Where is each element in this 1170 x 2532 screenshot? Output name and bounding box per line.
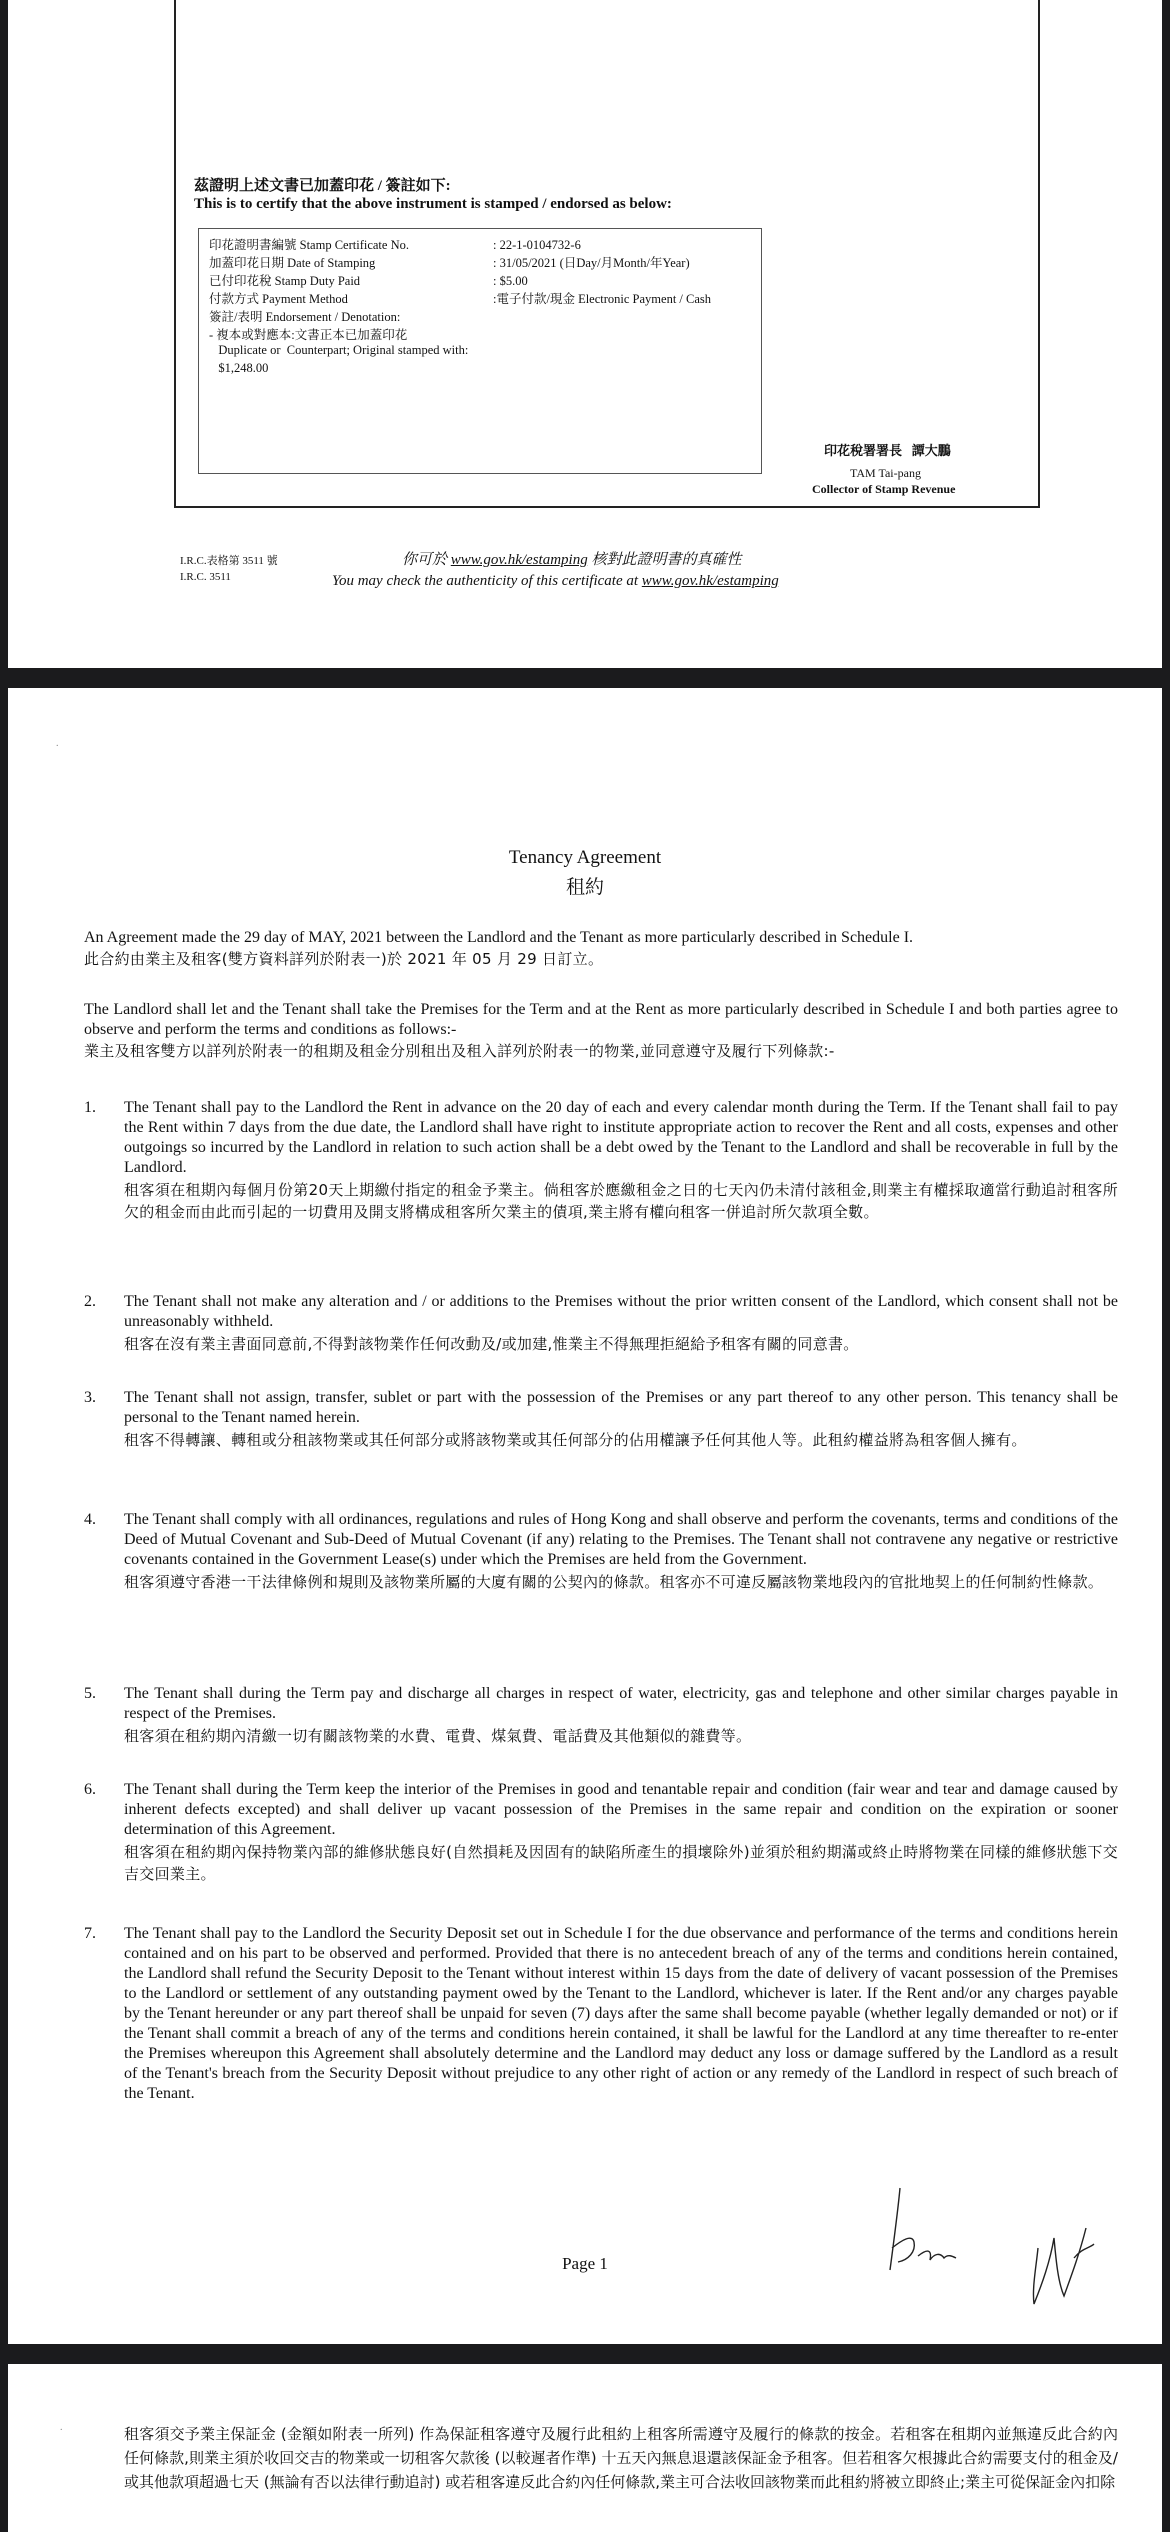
verify-notice-en: You may check the authenticity of this certificate at www.gov.hk/estamping: [332, 573, 779, 589]
intro-paragraph: An Agreement made the 29 day of MAY, 2021 between the Landlord and the Tenant as more particularly described in Schedule I. 此合約由業主及租客(雙方資料詳列於附表一)於 2021 年 05 月 29 日訂立。: [84, 929, 914, 968]
document-title-en: Tenancy Agreement: [508, 847, 662, 868]
document-title-zh: 租約: [565, 877, 604, 898]
endorsement-line: - 複本或對應本:文書正本已加蓋印花: [209, 328, 408, 342]
tenancy-agreement-page: [8, 688, 1162, 2344]
clause-7-zh: 租客須交予業主保証金 (金額如附表一所列) 作為保証租客遵守及履行此租約上租客所需遵守及履行的條款的按金。若租客在租期內並無違反此合約內任何條款,則業主須於收回交吉的物業或一切租客欠款後 (以較遲者作準) 十五天內無息退還該保証金予租客。但若租客欠根據此合約需要支付的租金及/或其他款項超過七天 (無論有否以法律行動追討) 或若租客違反此合約內任何條款,業主可合法收回該物業而此租約將被立即終止;業主可從保証金內扣除: [124, 2425, 1118, 2491]
clause-7: 7. The Tenant shall pay to the Landlord the Security Deposit set out in Schedule I for the due observance and performance of the terms and conditions herein contained and on his part to be observed and performed. Provided that there is no antecedent breach of any of the terms and conditions herein contained, the Landlord shall refund the Security Deposit to the Tenant without interest within 15 days from the date of delivery of vacant possession of the Premises to the Landlord or settlement of any outstanding payment owed by the Tenant to the Landlord, whichever is later. If the Rent and/or any charges payable by the Tenant hereunder or any part thereof shall be unpaid for seven (7) days after the same shall become payable (whether legally demanded or not) or if the Tenant shall commit a breach of any of the terms and conditions herein contained, it shall be lawful for the Landlord at any time thereafter to re-enter the Premises whereupon this Agreement shall absolutely determine and the Landlord may deduct any loss or damage suffered by the Landlord as a result of the Tenant's breach from the Security Deposit without prejudice to any other right of action or any remedy of the Landlord in respect of such breach of the Tenant.: [84, 1925, 1118, 2102]
clause-4: 4. The Tenant shall comply with all ordinances, regulations and rules of Hong Kong and shall observe and perform the covenants, terms and conditions of the Deed of Mutual Covenant and Sub-Deed of Mutual Covenant (if any) relating to the Premises. The Tenant shall not contravene any negative or restrictive covenants contained in the Government Lease(s) under which the Premises are held from the Government. 租客須遵守香港一干法律條例和規則及該物業所屬的大廈有關的公契內的條款。租客亦不可違反屬該物業地段內的官批地契上的任何制約性條款。: [84, 1511, 1118, 1591]
collector-name-en: TAM Tai-pang: [850, 466, 921, 480]
stamp-certificate-page: [8, 0, 1162, 668]
estamping-link[interactable]: www.gov.hk/estamping: [450, 552, 588, 568]
stamp-certificate-no-row: 印花證明書編號 Stamp Certificate No. : 22-1-0104732-6: [209, 238, 581, 252]
agreement-page-continued: [8, 2364, 1162, 2532]
clause-1: 1. The Tenant shall pay to the Landlord the Rent in advance on the 20 day of each and every calendar month during the Term. If the Tenant shall fail to pay the Rent within 7 days from the due date, the Landlord shall have right to institute appropriate action to recover the Rent and all costs, expenses and other outgoings so incurred by the Landlord in relation to such action shall be a debt owed by the Tenant to the Landlord and shall be recoverable in full by the Landlord. 租客須在租期內每個月份第20天上期繳付指定的租金予業主。倘租客於應繳租金之日的七天內仍未清付該租金,則業主有權採取適當行動追討租客所欠的租金而由此而引起的一切費用及開支將構成租客所欠業主的債項,業主將有權向租客一併追討所欠款項全數。: [84, 1099, 1118, 1221]
scan-speck: .: [56, 738, 59, 749]
payment-method-row: 付款方式 Payment Method :電子付款/現金 Electronic Payment / Cash: [209, 292, 712, 306]
endorsement-line: $1,248.00: [209, 361, 269, 375]
certificate-details-box: [198, 228, 762, 474]
landlord-signature: [878, 2170, 988, 2290]
form-number-en: I.R.C. 3511: [180, 571, 231, 583]
collector-name-zh: 印花稅署署長 譚大鵬: [824, 443, 951, 458]
tenant-signature: [1024, 2208, 1134, 2308]
clause-5: 5. The Tenant shall during the Term pay and discharge all charges in respect of water, electricity, gas and telephone and other similar charges payable in respect of the Premises. 租客須在租約期內清繳一切有關該物業的水費、電費、煤氣費、電話費及其他類似的雜費等。: [84, 1685, 1118, 1745]
clause-3: 3. The Tenant shall not assign, transfer, sublet or part with the possession of the Premises or any part thereof to any other person. This tenancy shall be personal to the Tenant named herein. 租客不得轉讓、轉租或分租該物業或其任何部分或將該物業或其任何部分的佔用權讓予任何其他人等。此租約權益將為租客個人擁有。: [84, 1389, 1118, 1449]
collector-title: Collector of Stamp Revenue: [812, 482, 956, 496]
endorsement-line: Duplicate or Counterpart; Original stamped with:: [209, 343, 469, 357]
form-number-zh: I.R.C.表格第 3511 號: [180, 555, 278, 567]
premise-paragraph: The Landlord shall let and the Tenant shall take the Premises for the Term and at the Rent as more particularly described in Schedule I and both parties agree to observe and perform the terms and conditions as follows:- 業主及租客雙方以詳列於附表一的租期及租金分別租出及租入詳列於附表一的物業,並同意遵守及履行下列條款:-: [84, 1001, 1118, 1060]
certificate-heading-zh: 茲證明上述文書已加蓋印花 / 簽註如下:: [194, 178, 451, 194]
estamping-link[interactable]: www.gov.hk/estamping: [641, 573, 779, 589]
page-number: Page 1: [562, 2254, 608, 2273]
date-of-stamping-row: 加蓋印花日期 Date of Stamping : 31/05/2021 (日Day/月Month/年Year): [209, 256, 690, 270]
clause-6: 6. The Tenant shall during the Term keep the interior of the Premises in good and tenantable repair and condition (fair wear and tear and damage caused by inherent defects excepted) and shall deliver up vacant possession of the Premises in the same repair and condition on the expiration or sooner determination of this Agreement. 租客須在租約期內保持物業內部的維修狀態良好(自然損耗及因固有的缺陷所產生的損壞除外)並須於租約期滿或終止時將物業在同樣的維修狀態下交吉交回業主。: [84, 1781, 1118, 1883]
certificate-heading-en: This is to certify that the above instrument is stamped / endorsed as below:: [194, 196, 672, 212]
endorsement-label: 簽註/表明 Endorsement / Denotation:: [209, 310, 401, 324]
verify-notice-zh: 你可於 www.gov.hk/estamping 核對此證明書的真確性: [402, 552, 742, 568]
scan-speck: .: [60, 2422, 63, 2433]
stamp-duty-paid-row: 已付印花稅 Stamp Duty Paid : $5.00: [209, 274, 528, 288]
clause-2: 2. The Tenant shall not make any alteration and / or additions to the Premises without the prior written consent of the Landlord, which consent shall not be unreasonably withheld. 租客在沒有業主書面同意前,不得對該物業作任何改動及/或加建,惟業主不得無理拒絕給予租客有關的同意書。: [84, 1293, 1118, 1353]
